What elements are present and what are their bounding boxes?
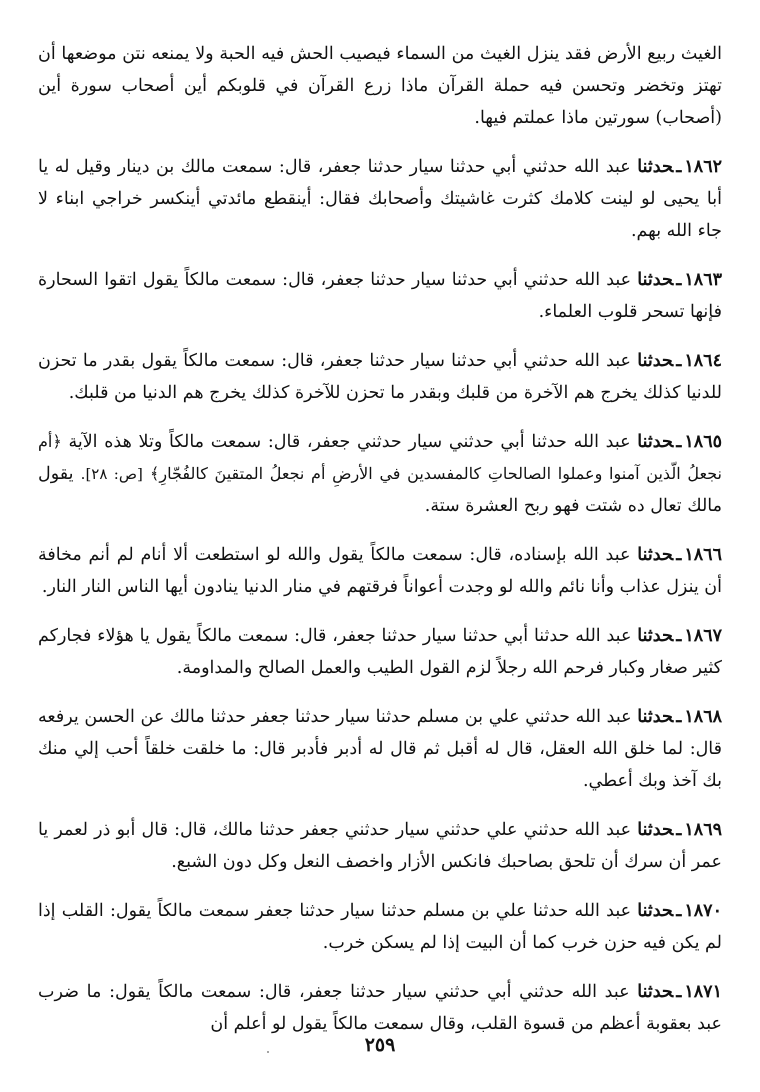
hadith-number: ١٨٦٩	[684, 820, 722, 840]
hadith-keyword: حدثنا	[637, 545, 674, 565]
hadith-text: عبد الله حدثني علي بن مسلم حدثنا سيار حدثنا جعفر حدثنا مالك عن الحسن يرفعه قال: لما خلق الله العقل، قال له أقبل ثم قال له أدبر فأدبر قال: ما خلقت خلقاً أحب إلي منك بك آخذ وبك أعطي.	[38, 707, 722, 791]
hadith-number: ١٨٧١	[684, 982, 722, 1002]
hadith-text: عبد الله حدثني أبي حدثنا سيار حدثنا جعفر، قال: سمعت مالك بن دينار وقيل له يا أبا يحيى لو لينت كلامك كثرت غاشيتك وأصحابك فقال: أينقطع مائدتي أينكسر خراجي ابناء لا جاء الله بهم.	[38, 157, 722, 241]
hadith-1866: ١٨٦٦ـحدثنا عبد الله بإسناده، قال: سمعت مالكاً يقول والله لو استطعت ألا أنام لم أنم مخافة أن ينزل عذاب وأنا نائم والله لو وجدت أعواناً فرقتهم في منار الدنيا ينادون أيها الناس النار النار.	[38, 545, 722, 597]
hadith-number: ١٨٧٠	[684, 901, 722, 921]
quran-verse: ﴿أم نجعلُ الّذين آمنوا وعملوا الصالحاتِ كالمفسدين في الأرضِ أم نجعلُ المتقينَ كالفُجّارِ﴾	[38, 432, 722, 483]
hadith-text: عبد الله حدثني علي حدثني سيار حدثني جعفر حدثنا مالك، قال: قال أبو ذر لعمر يا عمر أن سرك أن تلحق بصاحبك فانكس الأزار واخصف النعل وكل دون الشبع.	[38, 820, 722, 872]
hadith-number: ١٨٦٣	[684, 270, 722, 290]
hadith-keyword: حدثنا	[637, 707, 674, 727]
page-body	[38, 38, 722, 1057]
hadith-text: عبد الله حدثنا أبي حدثنا سيار حدثنا جعفر، قال: سمعت مالكاً يقول يا هؤلاء فجاركم كثير صغار وكبار فرحم الله رجلاً لزم القول الطيب والعمل الصالح والمداومة.	[38, 626, 722, 678]
hadith-keyword: حدثنا	[637, 270, 674, 290]
hadith-text: عبد الله بإسناده، قال: سمعت مالكاً يقول والله لو استطعت ألا أنام لم أنم مخافة أن ينزل عذاب وأنا نائم والله لو وجدت أعواناً فرقتهم في منار الدنيا ينادون أيها الناس النار النار.	[38, 545, 722, 597]
hadith-keyword: حدثنا	[637, 982, 674, 1002]
hadith-keyword: حدثنا	[637, 626, 674, 646]
hadith-tail: يقول مالك تعال ده شتت فهو ربح العشرة ستة.	[38, 464, 722, 516]
hadith-keyword: حدثنا	[637, 901, 674, 921]
hadith-keyword: حدثنا	[637, 820, 674, 840]
hadith-number: ١٨٦٦	[684, 545, 722, 565]
hadith-number: ١٨٦٥	[684, 432, 722, 452]
hadith-text: عبد الله حدثني أبي حدثنا سيار حدثنا جعفر، قال: سمعت مالكاً يقول اتقوا السحارة فإنها تسحر قلوب العلماء.	[38, 270, 722, 322]
hadith-text: عبد الله حدثنا أبي حدثني سيار حدثني جعفر، قال: سمعت مالكاً وتلا هذه الآية	[68, 432, 631, 452]
hadith-keyword: حدثنا	[637, 351, 674, 371]
scan-speck	[267, 1051, 269, 1053]
hadith-number: ١٨٦٨	[684, 707, 722, 727]
hadith-1867: ١٨٦٧ـحدثنا عبد الله حدثنا أبي حدثنا سيار حدثنا جعفر، قال: سمعت مالكاً يقول يا هؤلاء فجاركم كثير صغار وكبار فرحم الله رجلاً لزم القول الطيب والعمل الصالح والمداومة.	[38, 626, 722, 678]
hadith-1862: ١٨٦٢ـحدثنا عبد الله حدثني أبي حدثنا سيار حدثنا جعفر، قال: سمعت مالك بن دينار وقيل له يا أبا يحيى لو لينت كلامك كثرت غاشيتك وأصحابك فقال: أينقطع مائدتي أينكسر خراجي ابناء لا جاء الله بهم.	[38, 157, 722, 241]
hadith-number: ١٨٦٢	[684, 157, 722, 177]
hadith-1871: ١٨٧١ـحدثنا عبد الله حدثني أبي حدثني سيار حدثنا جعفر، قال: سمعت مالكاً يقول: ما ضرب عبد بعقوبة أعظم من قسوة القلب، وقال سمعت مالكاً يقول لو أعلم أن	[38, 982, 722, 1034]
hadith-1869: ١٨٦٩ـحدثنا عبد الله حدثني علي حدثني سيار حدثني جعفر حدثنا مالك، قال: قال أبو ذر لعمر يا عمر أن سرك أن تلحق بصاحبك فانكس الأزار واخصف النعل وكل دون الشبع.	[38, 820, 722, 872]
hadith-number: ١٨٦٤	[684, 351, 722, 371]
opening-paragraph: الغيث ربيع الأرض فقد ينزل الغيث من السماء فيصيب الحش فيه الحبة ولا يمنعه نتن موضعها أن تهتز وتخضر وتحسن فيه حملة القرآن ماذا زرع القرآن في قلوبكم أين أصحاب سورة أين (أصحاب) سورتين ماذا عملتم فيها.	[38, 44, 722, 128]
verse-reference: [ص: ٢٨].	[80, 465, 143, 483]
page-number: ٢٥٩	[364, 1034, 396, 1056]
hadith-1868: ١٨٦٨ـحدثنا عبد الله حدثني علي بن مسلم حدثنا سيار حدثنا جعفر حدثنا مالك عن الحسن يرفعه قال: لما خلق الله العقل، قال له أقبل ثم قال له أدبر فأدبر قال: ما خلقت خلقاً أحب إلي منك بك آخذ وبك أعطي.	[38, 707, 722, 791]
hadith-text: عبد الله حدثني أبي حدثنا سيار حدثنا جعفر، قال: سمعت مالكاً يقول بقدر ما تحزن للدنيا كذلك يخرج هم الآخرة من قلبك وبقدر ما تحزن للآخرة كذلك يخرج هم الدنيا من قلبك.	[38, 351, 722, 403]
hadith-text: عبد الله حدثني أبي حدثني سيار حدثنا جعفر، قال: سمعت مالكاً يقول: ما ضرب عبد بعقوبة أعظم من قسوة القلب، وقال سمعت مالكاً يقول لو أعلم أن	[38, 982, 722, 1034]
hadith-text: عبد الله حدثنا علي بن مسلم حدثنا سيار حدثنا جعفر سمعت مالكاً يقول: القلب إذا لم يكن فيه حزن خرب كما أن البيت إذا لم يسكن خرب.	[38, 901, 722, 953]
hadith-1864: ١٨٦٤ـحدثنا عبد الله حدثني أبي حدثنا سيار حدثنا جعفر، قال: سمعت مالكاً يقول بقدر ما تحزن للدنيا كذلك يخرج هم الآخرة من قلبك وبقدر ما تحزن للآخرة كذلك يخرج هم الدنيا من قلبك.	[38, 351, 722, 403]
hadith-number: ١٨٦٧	[684, 626, 722, 646]
hadith-1870: ١٨٧٠ـحدثنا عبد الله حدثنا علي بن مسلم حدثنا سيار حدثنا جعفر سمعت مالكاً يقول: القلب إذا لم يكن فيه حزن خرب كما أن البيت إذا لم يسكن خرب.	[38, 901, 722, 953]
hadith-keyword: حدثنا	[637, 157, 674, 177]
hadith-1863: ١٨٦٣ـحدثنا عبد الله حدثني أبي حدثنا سيار حدثنا جعفر، قال: سمعت مالكاً يقول اتقوا السحارة فإنها تسحر قلوب العلماء.	[38, 270, 722, 322]
hadith-1865: ١٨٦٥ـحدثنا عبد الله حدثنا أبي حدثني سيار حدثني جعفر، قال: سمعت مالكاً وتلا هذه الآية ﴿أم نجعلُ الّذين آمنوا وعملوا الصالحاتِ كالمفسدين في الأرضِ أم نجعلُ المتقينَ كالفُجّارِ﴾ [ص: ٢٨]. يقول مالك تعال ده شتت فهو ربح العشرة ستة.	[38, 432, 722, 516]
hadith-keyword: حدثنا	[637, 432, 674, 452]
